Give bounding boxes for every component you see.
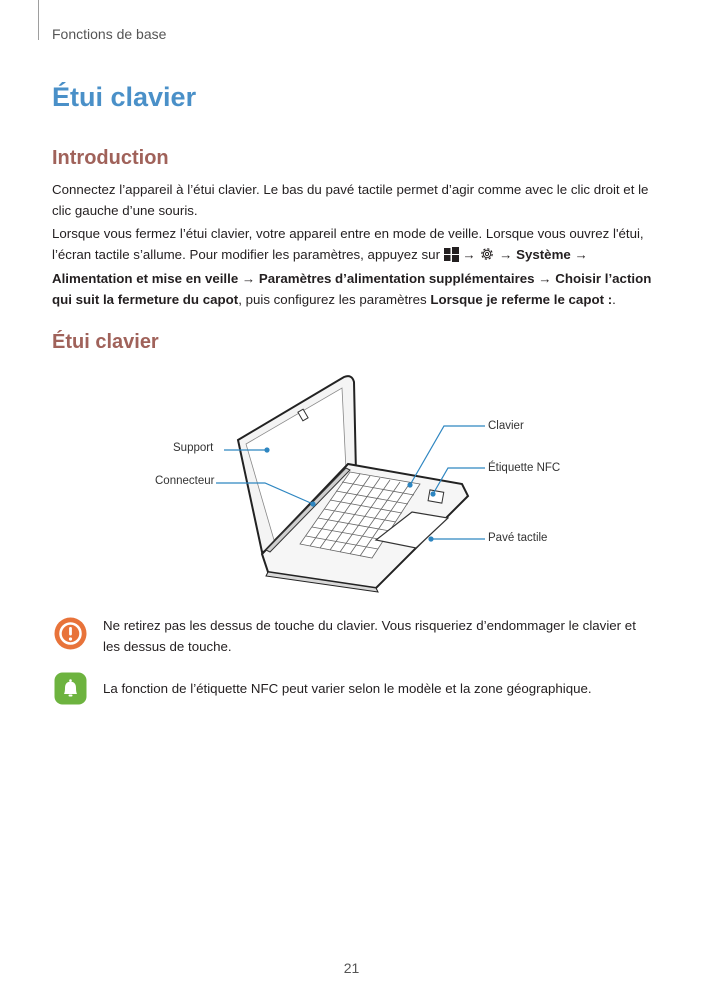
arrow-1: → [462,247,476,262]
label-connecteur: Connecteur [155,475,215,487]
arrow-5: → [538,271,552,286]
menu-alimentation: Alimentation et mise en veille [52,271,239,286]
intro-paragraph-1: Connectez l’appareil à l’étui clavier. Le bas du pavé tactile permet d’agir comme avec le clic droit et le clic gauche d’une souris. [52,182,649,218]
section-header: Fonctions de base [52,26,167,42]
keyboard-cover-drawing [150,372,570,602]
menu-parametres-alimentation: Paramètres d’alimentation supplémentaires [258,271,535,286]
p2-text-mid: , puis configurez les paramètres [238,292,431,307]
label-clavier: Clavier [488,420,524,432]
windows-start-icon [444,247,459,268]
keyboard-cover-illustration [150,372,570,602]
page-number: 21 [343,960,360,976]
arrow-4: → [241,271,256,286]
arrow-2: → [499,247,513,262]
bell-icon [54,672,87,705]
info-text: La fonction de l’étiquette NFC peut varier selon le modèle et la zone géographique. [103,681,592,696]
header-rule [38,0,39,40]
gear-icon [479,246,495,268]
label-pave-tactile: Pavé tactile [488,532,548,544]
setting-lid-close: Lorsque je referme le capot : [430,292,613,307]
figure-heading: Étui clavier [52,331,159,353]
caution-text: Ne retirez pas les dessus de touche du clavier. Vous risqueriez d’endommager le clavier et les dessus de touche. [103,618,636,654]
label-etiquette-nfc: Étiquette NFC [488,462,561,474]
exclamation-icon [54,617,87,650]
p2-text-start: Lorsque vous fermez l’étui clavier, votre appareil entre en mode de veille. Lorsque vous ouvrez l'étui, l’écran tactile s’allume. Pour modifier les paramètres, appuyez sur [52,226,644,262]
menu-systeme: Système [516,247,571,262]
intro-paragraph-2 [52,223,652,310]
arrow-3: → [574,247,588,262]
intro-heading: Introduction [52,147,169,169]
menu-choisir-action: Choisir l’action qui suit la fermeture du capot [52,271,652,307]
p2-text-end: . [612,292,616,307]
label-support: Support [173,442,214,454]
page-title: Étui clavier [52,82,197,112]
